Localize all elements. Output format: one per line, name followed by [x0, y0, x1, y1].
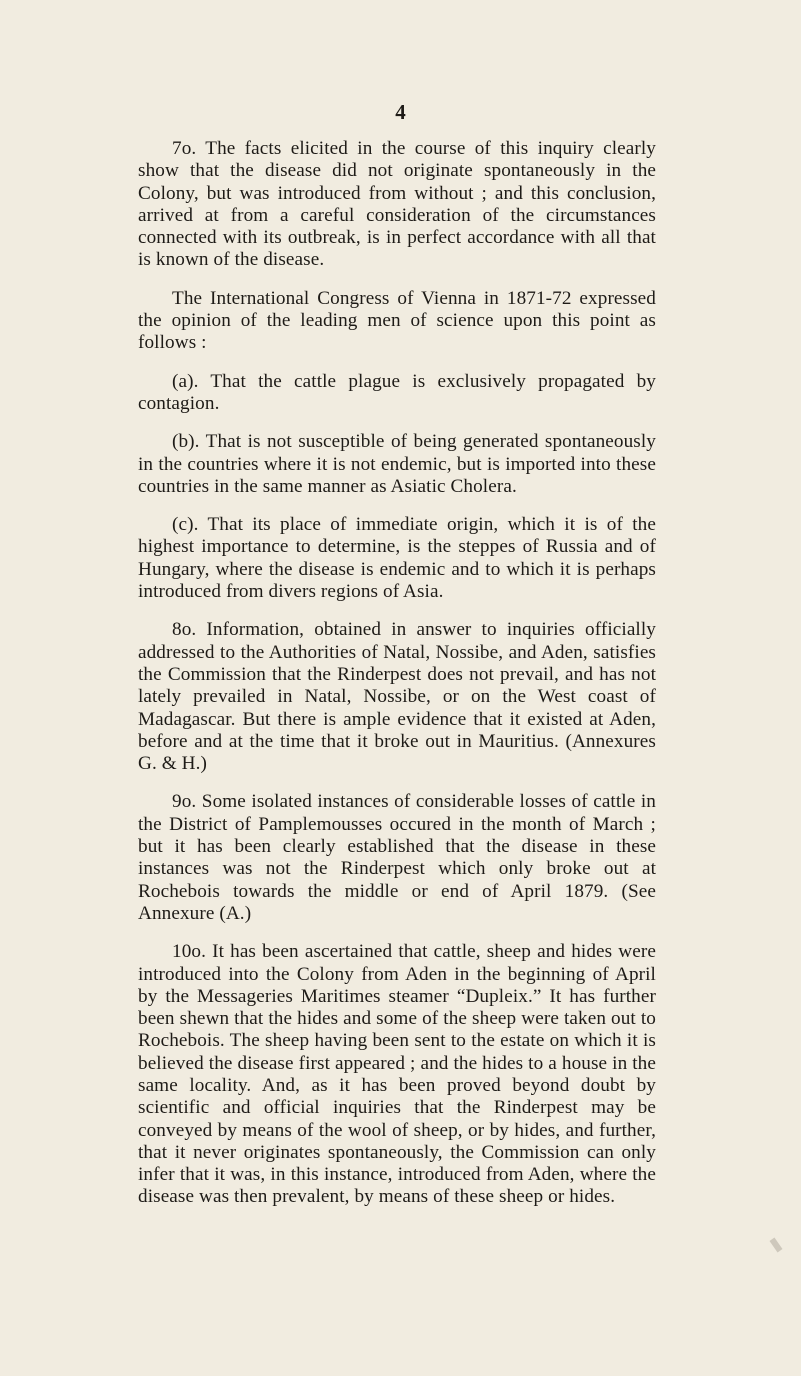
paragraph-8: 8o. Information, obtained in answer to inquiries officially addressed to the Authorities of Natal, Nossibe, and Aden, satisfies the Commission that the Rinderpest does not prevail, and has not lately prevailed in Natal, Nossibe, or on the West coast of Madagascar. But there is ample evidence that it existed at Aden, before and at the time that it broke out in Mauritius. (Annexures G. & H.)	[138, 619, 656, 775]
paragraph-10: 10o. It has been ascertained that cattle, sheep and hides were introduced into the Colony from Aden in the beginning of April by the Messageries Maritimes steamer “Dupleix.” It has further been shewn that the hides and some of the sheep were taken out to Rochebois. The sheep having been sent to the estate on which it is believed the disease first appeared ; and the hides to a house in the same locality. And, as it has been proved beyond doubt by scientific and official inquiries that the Rinderpest may be conveyed by means of the wool of sheep, or by hides, and further, that it never originates spontaneously, the Commission can only infer that it was, in this instance, introduced from Aden, where the disease was then prevalent, by means of these sheep or hides.	[138, 941, 656, 1208]
paragraph-7: 7o. The facts elicited in the course of this inquiry clearly show that the disease did not originate spontaneously in the Colony, but was introduced from without ; and this conclusion, arrived at from a careful consideration of the circumstances connected with its outbreak, is in perfect accordance with all that is known of the disease.	[138, 138, 656, 271]
paragraph-congress: The International Congress of Vienna in 1871-72 expressed the opinion of the leading men of science upon this point as follows :	[138, 287, 656, 354]
body-text	[138, 138, 656, 1225]
margin-mark	[770, 1238, 783, 1253]
page-number: 4	[395, 100, 406, 124]
paragraph-c: (c). That its place of immediate origin, which it is of the highest importance to determine, is the steppes of Russia and of Hungary, where the disease is endemic and to which it is perhaps introduced from divers regions of Asia.	[138, 514, 656, 603]
paragraph-9: 9o. Some isolated instances of considerable losses of cattle in the District of Pamplemousses occured in the month of March ; but it has been clearly established that the disease in these instances was not the Rinderpest which only broke out at Rochebois towards the middle or end of April 1879. (See Annexure (A.)	[138, 791, 656, 924]
paragraph-a: (a). That the cattle plague is exclusively propagated by contagion.	[138, 370, 656, 414]
paragraph-b: (b). That is not susceptible of being generated spontaneously in the countries where it is not endemic, but is imported into these countries in the same manner as Asiatic Cholera.	[138, 431, 656, 497]
